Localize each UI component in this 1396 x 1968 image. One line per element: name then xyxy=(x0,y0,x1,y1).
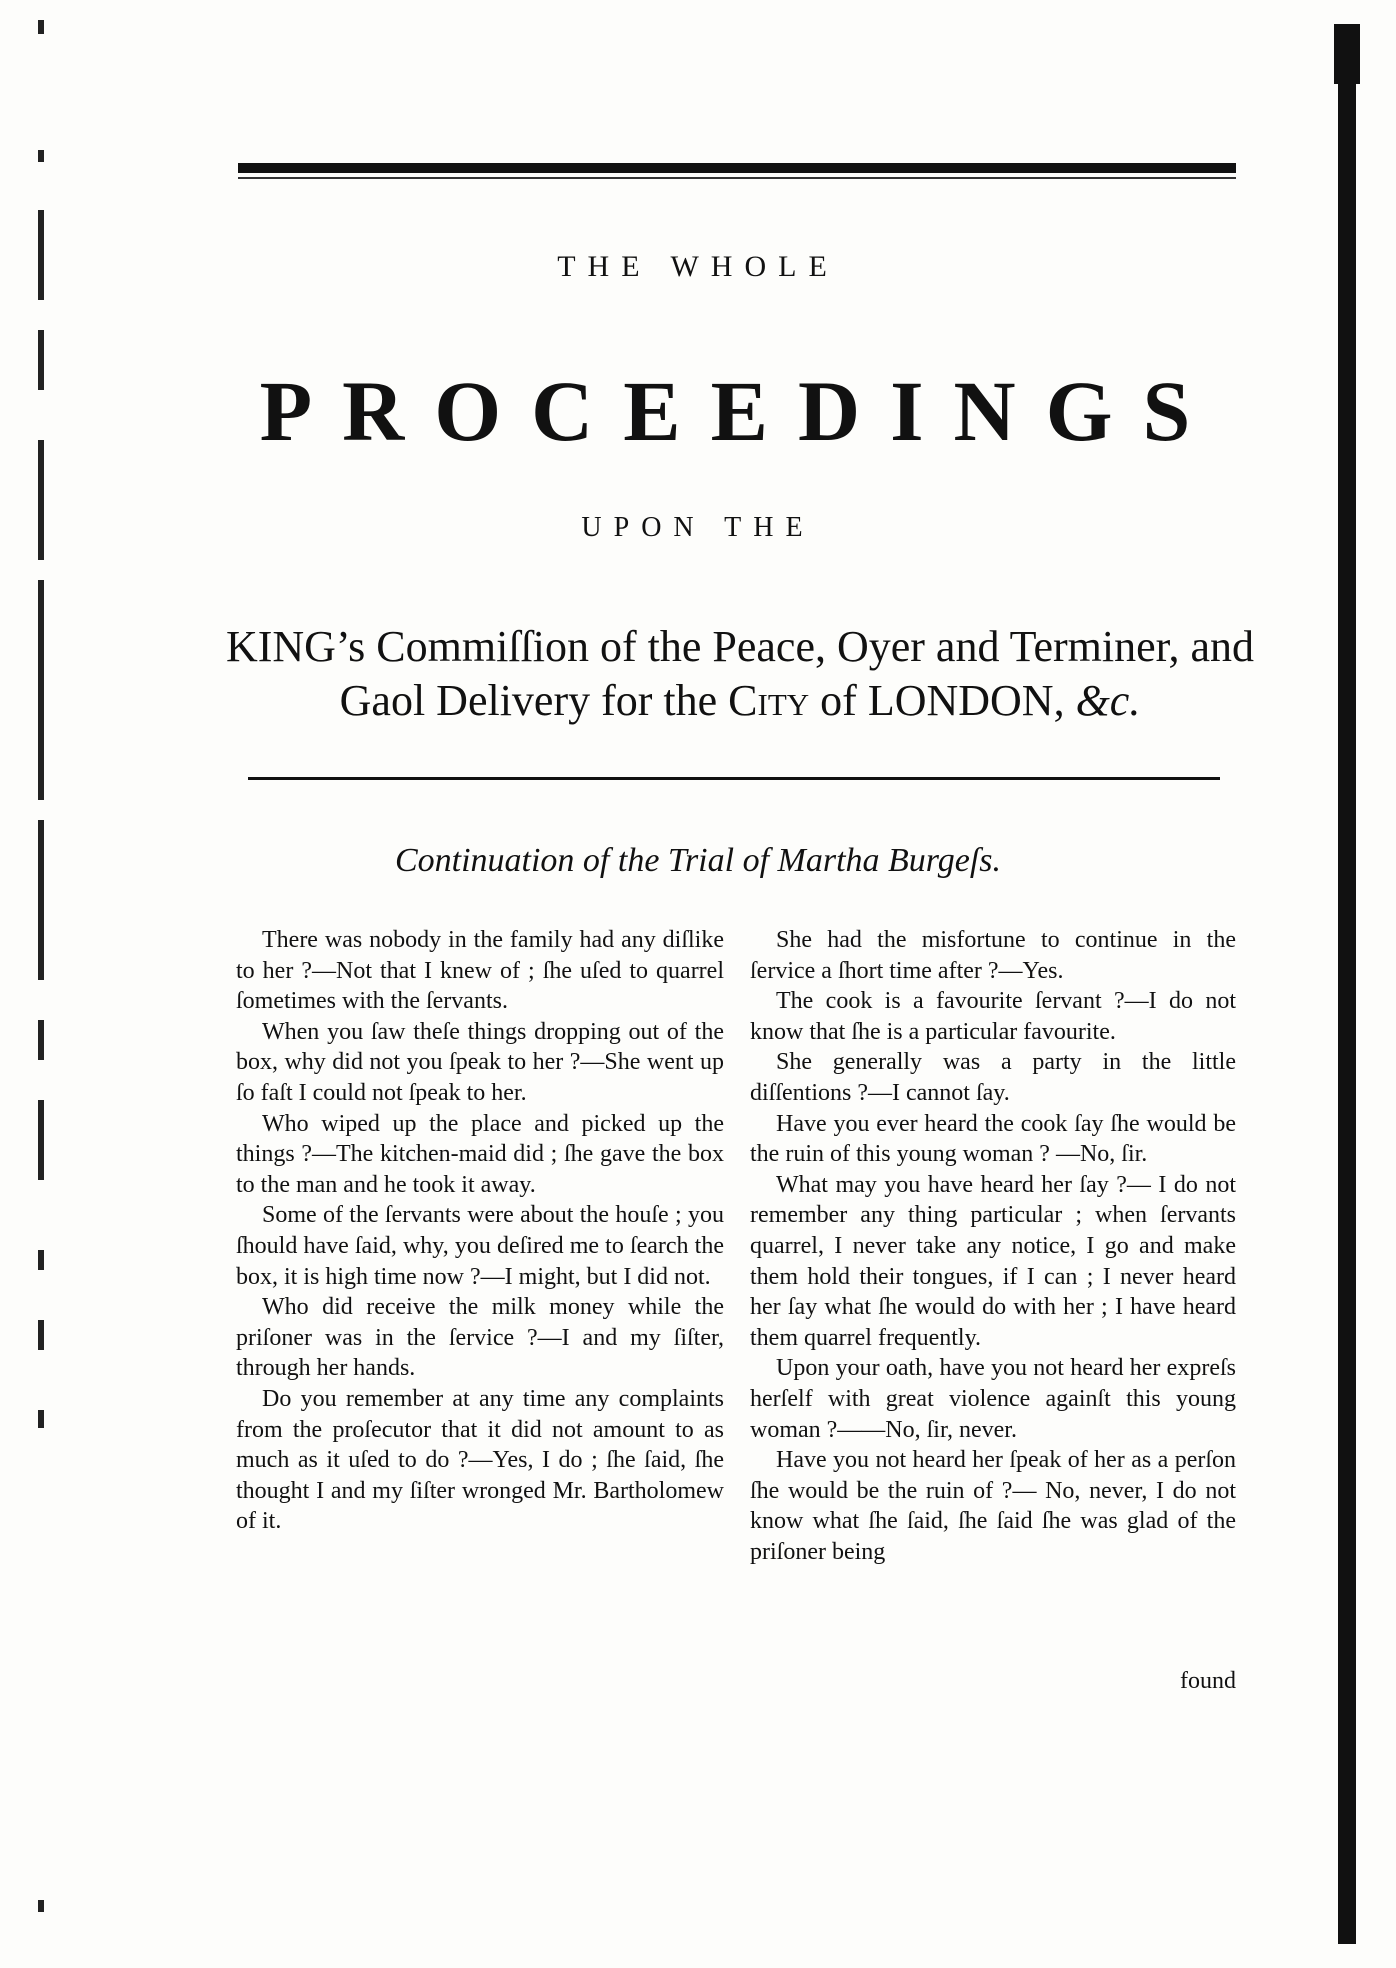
catchword: found xyxy=(1180,1668,1236,1694)
title-line-1: THE WHOLE xyxy=(557,250,839,283)
commission-city: City xyxy=(728,676,810,725)
section-rule xyxy=(248,777,1220,780)
paragraph: When you ſaw theſe things dropping out of the box, why did not you ſpeak to her ?—She went up ſo faſt I could not ſpeak to her. xyxy=(236,1018,724,1106)
paragraph: What may you have heard her ſay ?— I do not remember any thing particular ; when ſervants quarrel, I never take any notice, I go and make them hold their tongues, if I can ; I never heard her ſay what ſhe would do with her ; I have heard them quarrel frequently. xyxy=(750,1171,1236,1351)
top-rule-thin xyxy=(238,177,1236,179)
title-line-3: UPON THE xyxy=(581,512,815,543)
paragraph: She generally was a party in the little diſſentions ?—I cannot ſay. xyxy=(750,1049,1236,1106)
paragraph: Upon your oath, have you not heard her expreſs herſelf with great violence againſt this young woman ?——No, ſir, never. xyxy=(750,1355,1236,1443)
paragraph: Have you ever heard the cook ſay ſhe would be the ruin of this young woman ? —No, ſir. xyxy=(750,1110,1236,1168)
commission-heading xyxy=(200,620,1280,728)
right-column xyxy=(750,925,1236,1567)
paragraph: The cook is a favourite ſervant ?—I do not know that ſhe is a particular favourite. xyxy=(750,988,1236,1045)
commission-etc: &c. xyxy=(1075,676,1141,725)
paragraph: Do you remember at any time any complaints from the proſecutor that it did not amount to as much as it uſed to do ?—Yes, I do ; ſhe ſaid, ſhe thought I and my ſiſter wronged Mr. Bartholomew of it. xyxy=(236,1385,724,1535)
paragraph: There was nobody in the family had any diſlike to her ?—Not that I knew of ; ſhe uſed to quarrel ſometimes with the ſervants. xyxy=(236,927,724,1015)
left-column xyxy=(236,925,724,1537)
top-rule xyxy=(238,163,1236,173)
paragraph: Some of the ſervants were about the houſe ; you ſhould have ſaid, why, you deſired me to ſearch the box, it is high time now ?—I might, but I did not. xyxy=(236,1202,724,1290)
trial-subtitle: Continuation of the Trial of Martha Burgeſs. xyxy=(394,842,1002,879)
title-main: PROCEEDINGS xyxy=(259,363,1221,459)
binding-edge xyxy=(38,20,52,1920)
paragraph: Who wiped up the place and picked up the things ?—The kitchen-maid did ; ſhe gave the box to the man and he took it away. xyxy=(236,1110,724,1198)
paragraph: She had the misfortune to continue in the ſervice a ſhort time after ?—Yes. xyxy=(750,927,1236,984)
paragraph: Who did receive the milk money while the priſoner was in the ſervice ?—I and my ſiſter, through her hands. xyxy=(236,1294,724,1382)
commission-text-b: of LONDON, xyxy=(809,676,1076,725)
commission-line-2 xyxy=(200,674,1280,728)
paragraph: Have you not heard her ſpeak of her as a perſon ſhe would be the ruin of ?— No, never, I do not know what ſhe ſaid, ſhe ſaid ſhe was glad of the priſoner being xyxy=(750,1447,1236,1565)
commission-text-a: Gaol Delivery for the xyxy=(339,676,729,725)
page-edge-rule xyxy=(1338,24,1356,1944)
commission-line-1: KING’s Commiſſion of the Peace, Oyer and Terminer, and xyxy=(225,622,1255,671)
